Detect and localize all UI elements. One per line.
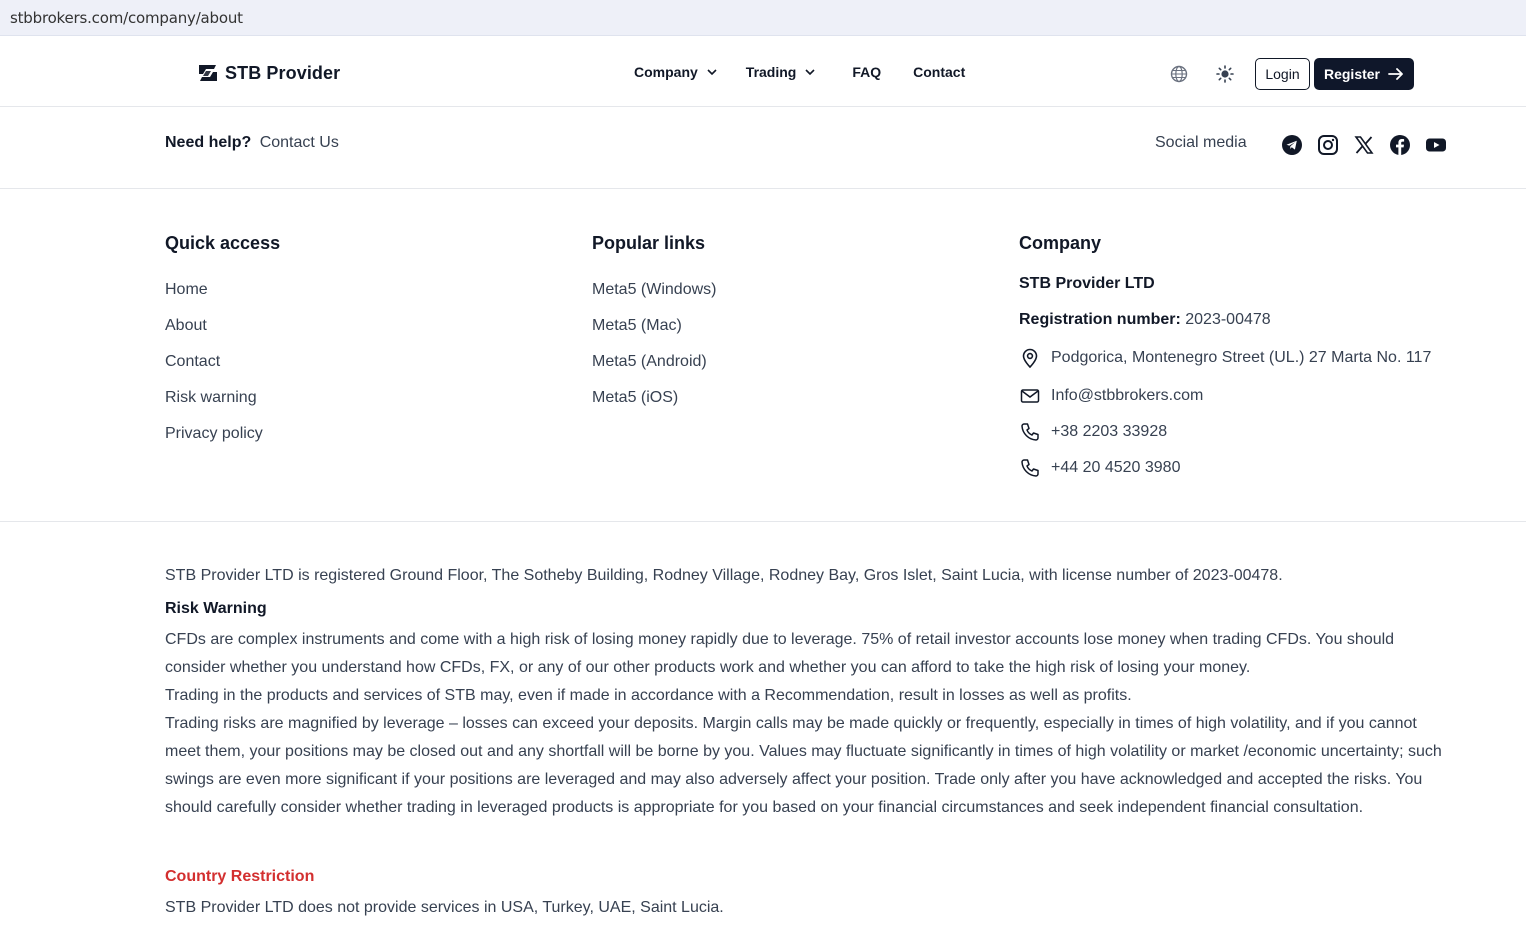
risk-paragraph-3: Trading risks are magnified by leverage – losses can exceed your deposits. Margin calls may be made quickly or frequently, especially in times of high volatility, and if you cannot meet them, your positions may be closed out and any shortfall will be borne by you. Values may fluctuate significantly in times of high volatility or market /economic uncertainty; such swings are even more significant if your positions are leveraged and may also adversely affect your position. Trade only after you have acknowledged and accepted the risks. You should carefully consider whether trading in leveraged products is appropriate for you based on your financial circumstances and seek independent financial consultation. <box>165 715 1442 816</box>
need-help-label: Need help? <box>165 134 252 151</box>
telegram-icon[interactable] <box>1281 134 1303 156</box>
registration-statement: STB Provider LTD is registered Ground Floor, The Sotheby Building, Rodney Village, Rodney Bay, Gros Islet, Saint Lucia, with license number of 2023-00478. <box>165 567 1283 584</box>
site-header <box>0 42 1526 107</box>
popular-links-list <box>592 280 716 424</box>
site-logo[interactable] <box>197 62 340 84</box>
footer-links <box>0 189 1526 522</box>
registration-number <box>1019 311 1271 329</box>
company-email[interactable] <box>1019 385 1203 407</box>
popular-link-windows[interactable]: Meta5 (Windows) <box>592 281 717 298</box>
logo-text: STB Provider <box>225 62 341 83</box>
phone-icon <box>1019 457 1041 479</box>
x-icon[interactable] <box>1353 134 1375 156</box>
instagram-icon[interactable] <box>1317 134 1339 156</box>
globe-icon[interactable] <box>1169 64 1189 84</box>
stb-logo-icon <box>197 62 219 84</box>
main-nav <box>634 64 965 80</box>
nav-company-label: Company <box>634 64 698 80</box>
company-title: Company <box>1019 233 1102 253</box>
popular-link-android[interactable]: Meta5 (Android) <box>592 353 707 370</box>
quick-link-home[interactable]: Home <box>165 281 208 298</box>
address-text: Podgorica, Montenegro Street (UL.) 27 Marta No. 117 <box>1051 349 1432 366</box>
popular-link-mac[interactable]: Meta5 (Mac) <box>592 317 682 334</box>
social-media-label: Social media <box>1155 134 1247 151</box>
nav-faq[interactable] <box>852 64 881 80</box>
company-phone-1[interactable] <box>1019 421 1167 443</box>
url-text[interactable]: stbbrokers.com/company/about <box>10 9 243 27</box>
chevron-down-icon <box>804 66 816 78</box>
quick-link-contact[interactable]: Contact <box>165 353 221 370</box>
facebook-icon[interactable] <box>1389 134 1411 156</box>
nav-trading-label: Trading <box>745 64 797 80</box>
nav-trading[interactable] <box>746 64 817 80</box>
quick-access-title: Quick access <box>165 233 281 253</box>
risk-warning-body <box>165 626 1455 822</box>
risk-paragraph-2: Trading in the products and services of STB may, even if made in accordance with a Recommendation, result in losses as well as profits. <box>165 687 1132 704</box>
quick-link-privacy-policy[interactable]: Privacy policy <box>165 425 263 442</box>
country-restriction-title: Country Restriction <box>165 868 315 885</box>
browser-url-bar[interactable] <box>0 0 1526 36</box>
company-address <box>1019 347 1431 369</box>
quick-access-list <box>165 280 263 460</box>
contact-us-link[interactable]: Contact Us <box>259 134 339 151</box>
mail-icon <box>1019 385 1041 407</box>
company-name: STB Provider LTD <box>1019 275 1155 292</box>
registration-label: Registration number: <box>1019 311 1181 328</box>
quick-link-about[interactable]: About <box>165 317 207 334</box>
popular-link-ios[interactable]: Meta5 (iOS) <box>592 389 679 406</box>
phone-1-text[interactable]: +38 2203 33928 <box>1051 423 1168 440</box>
risk-paragraph-1: CFDs are complex instruments and come with a high risk of losing money rapidly due to leverage. 75% of retail investor accounts lose money when trading CFDs. You should consider whether you understand how CFDs, FX, or any of our other products work and whether you can afford to take the high risk of losing your money. <box>165 631 1395 676</box>
phone-icon <box>1019 421 1041 443</box>
login-button[interactable]: Login <box>1255 58 1310 90</box>
arrow-right-icon <box>1388 67 1404 81</box>
country-restriction-body: STB Provider LTD does not provide services in USA, Turkey, UAE, Saint Lucia. <box>165 899 724 916</box>
help-bar <box>0 107 1526 189</box>
nav-faq-label: FAQ <box>852 64 882 80</box>
nav-contact-label: Contact <box>913 64 966 80</box>
registration-value: 2023-00478 <box>1185 311 1271 328</box>
youtube-icon[interactable] <box>1425 134 1447 156</box>
chevron-down-icon <box>706 66 718 78</box>
email-text[interactable]: Info@stbbrokers.com <box>1051 387 1204 404</box>
need-help <box>165 134 339 152</box>
sun-icon[interactable] <box>1215 64 1235 84</box>
popular-links-title: Popular links <box>592 233 706 253</box>
phone-2-text[interactable]: +44 20 4520 3980 <box>1051 459 1181 476</box>
register-label: Register <box>1323 66 1381 82</box>
risk-warning-title: Risk Warning <box>165 600 267 617</box>
location-pin-icon <box>1019 347 1041 369</box>
nav-contact[interactable] <box>913 64 965 80</box>
quick-link-risk-warning[interactable]: Risk warning <box>165 389 257 406</box>
register-button[interactable] <box>1314 58 1414 90</box>
nav-company[interactable] <box>634 64 718 80</box>
company-phone-2[interactable] <box>1019 457 1180 479</box>
